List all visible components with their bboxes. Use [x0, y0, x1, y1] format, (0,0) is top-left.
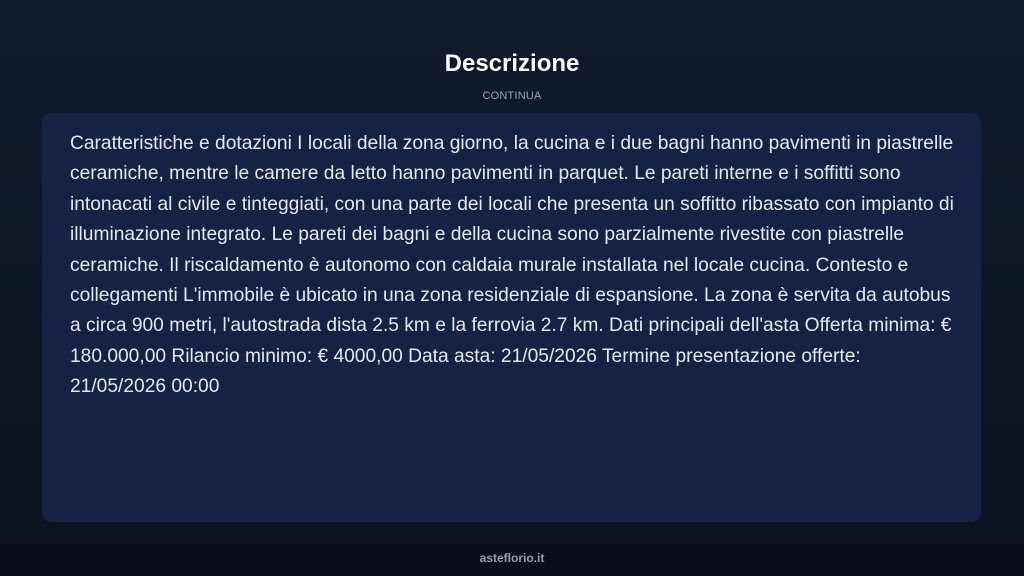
continue-label: CONTINUA: [482, 90, 542, 102]
description-card: [42, 113, 981, 522]
page-title: Descrizione: [444, 50, 580, 77]
site-name: asteflorio.it: [479, 551, 545, 565]
description-text: Caratteristiche e dotazioni I locali della zona giorno, la cucina e i due bagni hanno pavimenti in piastrelle ceramiche, mentre le camere da letto hanno pavimenti in parquet. Le pareti interne e i soffitti sono intonacati al civile e tinteggiati, con una parte dei locali che presenta un soffitto ribassato con impianto di illuminazione integrato. Le pareti dei bagni e della cucina sono parzialmente rivestite con piastrelle ceramiche. Il riscaldamento è autonomo con caldaia murale installata nel locale cucina. Contesto e collegamenti L'immobile è ubicato in una zona residenziale di espansione. La zona è servita da autobus a circa 900 metri, l'autostrada dista 2.5 km e la ferrovia 2.7 km. Dati principali dell'asta Offerta minima: € 180.000,00 Rilancio minimo: € 4000,00 Data asta: 21/05/2026 Termine presentazione offerte: 21/05/2026 00:00: [70, 133, 954, 398]
footer-bar: [0, 544, 1024, 576]
section-header: [0, 48, 1024, 102]
